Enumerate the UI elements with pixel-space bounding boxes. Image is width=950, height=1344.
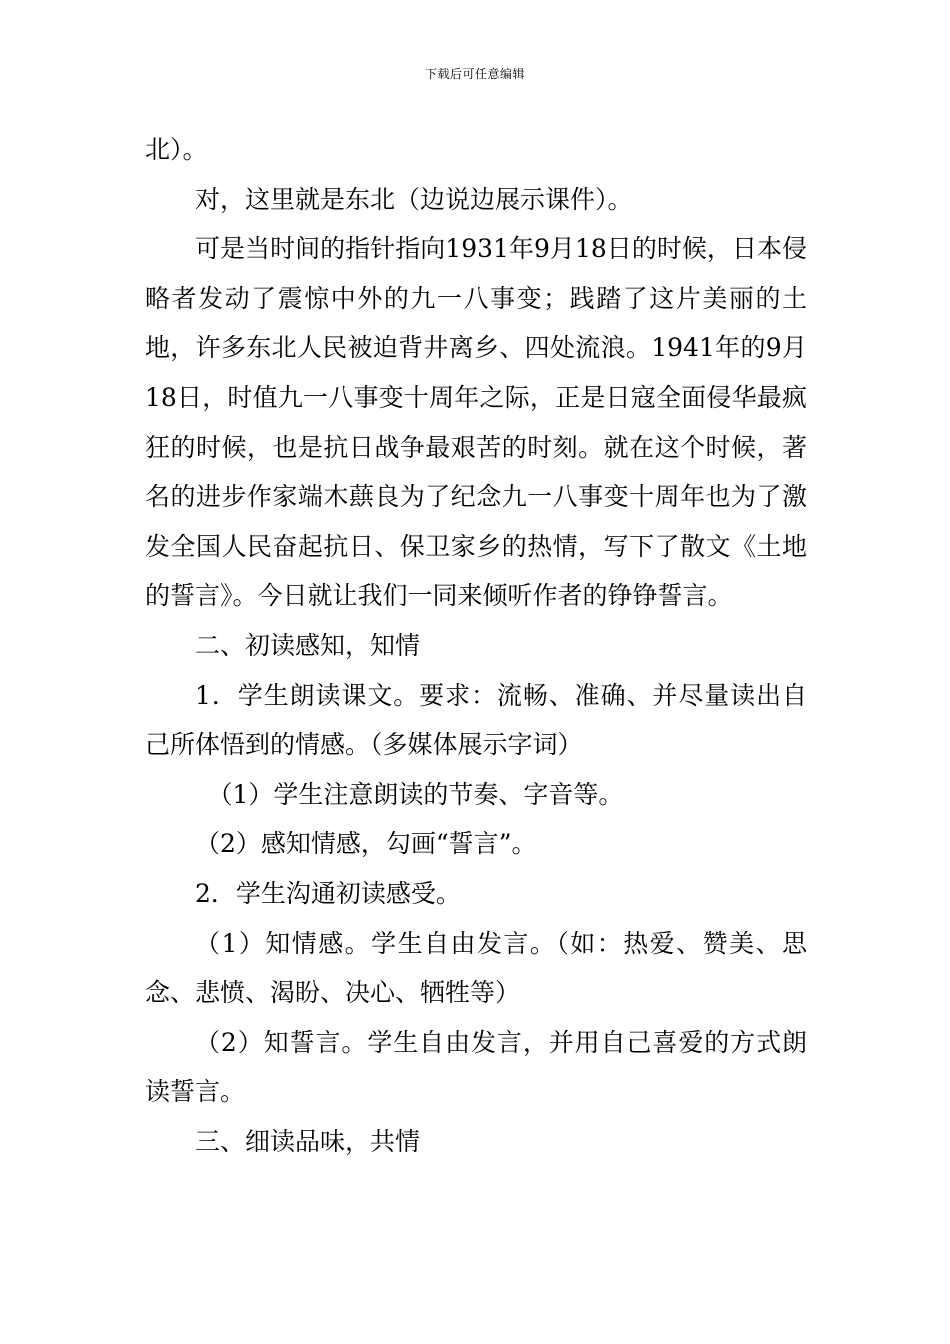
section-heading-3: 三、细读品味，共情 xyxy=(195,1126,421,1156)
paragraph-1: 北）。 xyxy=(145,135,208,164)
paragraph-subitem-1-1: （1）学生注意朗读的节奏、字音等。 xyxy=(207,779,624,809)
page-header-note: 下载后可任意编辑 xyxy=(424,67,525,81)
paragraph-item-1: 1．学生朗读课文。要求：流畅、准确、并尽量读出自己所体悟到的情感。（多媒体展示字词） xyxy=(145,680,807,760)
paragraph-item-2: 2．学生沟通初读感受。 xyxy=(195,878,461,908)
body-text xyxy=(145,125,807,1166)
section-heading-2: 二、初读感知，知情 xyxy=(195,630,421,660)
paragraph-2: 对，这里就是东北（边说边展示课件）。 xyxy=(195,184,633,214)
paragraph-subitem-2-1: （1）知情感。学生自由发言。（如：热爱、赞美、思念、悲愤、渴盼、决心、牺牲等） xyxy=(145,928,807,1008)
paragraph-subitem-2-2: （2）知誓言。学生自由发言，并用自己喜爱的方式朗读誓言。 xyxy=(145,1027,807,1107)
paragraph-subitem-1-2: （2）感知情感，勾画“誓言”。 xyxy=(195,829,537,859)
paragraph-3: 可是当时间的指针指向1931年9月18日的时候，日本侵略者发动了震惊中外的九一八事变；践踏了这片美丽的土地，许多东北人民被迫背井离乡、四处流浪。1941年的9月18日，时值九一八事变十周年之际，正是日寇全面侵华最疯狂的时候，也是抗日战争最艰苦的时刻。就在这个时候，著名的进步作家端木蕻良为了纪念九一八事变十周年也为了激发全国人民奋起抗日、保卫家乡的热情，写下了散文《土地的誓言》。今日就让我们一同来倾听作者的铮铮誓言。 xyxy=(145,234,807,611)
